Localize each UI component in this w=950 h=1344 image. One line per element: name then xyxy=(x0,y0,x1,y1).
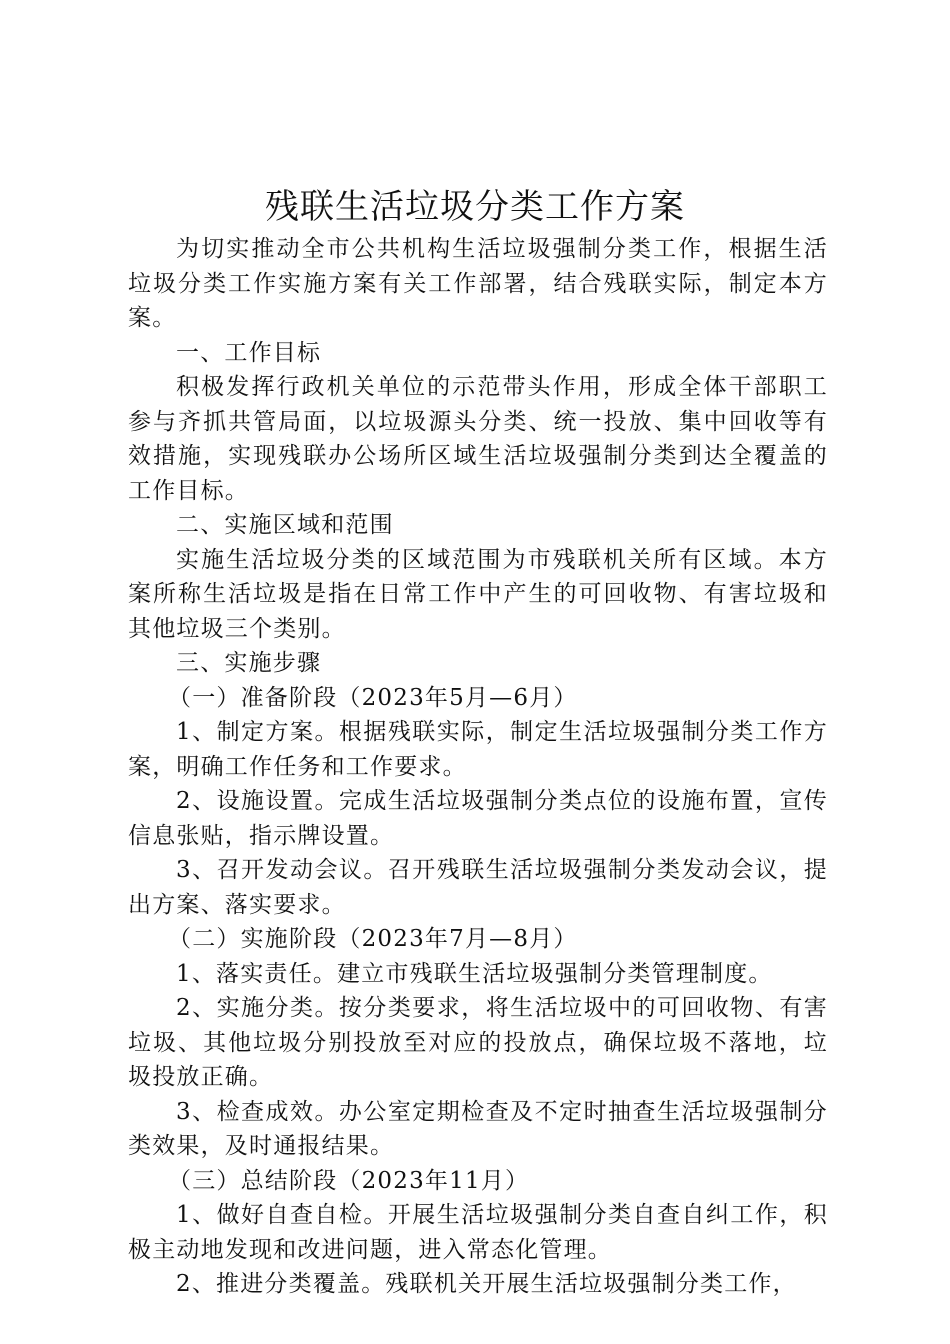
section-heading-steps: 三、实施步骤 xyxy=(176,650,322,676)
list-item: 2、实施分类。按分类要求，将生活垃圾中的可回收物、有害垃圾、其他垃圾分别投放至对应的投放点，确保垃圾不落地，垃圾投放正确。 xyxy=(128,995,828,1090)
stage-heading-preparation: （一）准备阶段（2023年5月—6月） xyxy=(168,684,578,711)
section-heading-goal: 一、工作目标 xyxy=(176,339,322,366)
list-item: 3、召开发动会议。召开残联生活垃圾强制分类发动会议，提出方案、落实要求。 xyxy=(128,857,828,918)
stage-heading-implementation: （二）实施阶段（2023年7月—8月） xyxy=(168,926,578,952)
list-item: 1、做好自查自检。开展生活垃圾强制分类自查自纠工作，积极主动地发现和改进问题，进入常态化管理。 xyxy=(128,1202,828,1263)
list-item: 2、推进分类覆盖。残联机关开展生活垃圾强制分类工作， xyxy=(176,1271,797,1297)
list-item: 2、设施设置。完成生活垃圾强制分类点位的设施布置，宣传信息张贴，指示牌设置。 xyxy=(128,788,828,849)
intro-paragraph: 为切实推动全市公共机构生活垃圾强制分类工作，根据生活垃圾分类工作实施方案有关工作部署，结合残联实际，制定本方案。 xyxy=(128,236,828,331)
list-item: 1、落实责任。建立市残联生活垃圾强制分类管理制度。 xyxy=(176,960,773,987)
list-item: 3、检查成效。办公室定期检查及不定时抽查生活垃圾强制分类效果，及时通报结果。 xyxy=(128,1098,828,1159)
section-text-goal: 积极发挥行政机关单位的示范带头作用，形成全体干部职工参与齐抓共管局面，以垃圾源头分类、统一投放、集中回收等有效措施，实现残联办公场所区域生活垃圾强制分类到达全覆盖的工作目标。 xyxy=(128,374,828,504)
stage-heading-summary: （三）总结阶段（2023年11月） xyxy=(168,1167,530,1194)
document-title: 残联生活垃圾分类工作方案 xyxy=(265,187,685,227)
section-text-scope: 实施生活垃圾分类的区域范围为市残联机关所有区域。本方案所称生活垃圾是指在日常工作中产生的可回收物、有害垃圾和其他垃圾三个类别。 xyxy=(128,546,828,642)
document-body xyxy=(128,232,828,1302)
list-item: 1、制定方案。根据残联实际，制定生活垃圾强制分类工作方案，明确工作任务和工作要求。 xyxy=(128,719,828,780)
section-heading-scope: 二、实施区域和范围 xyxy=(176,512,394,538)
